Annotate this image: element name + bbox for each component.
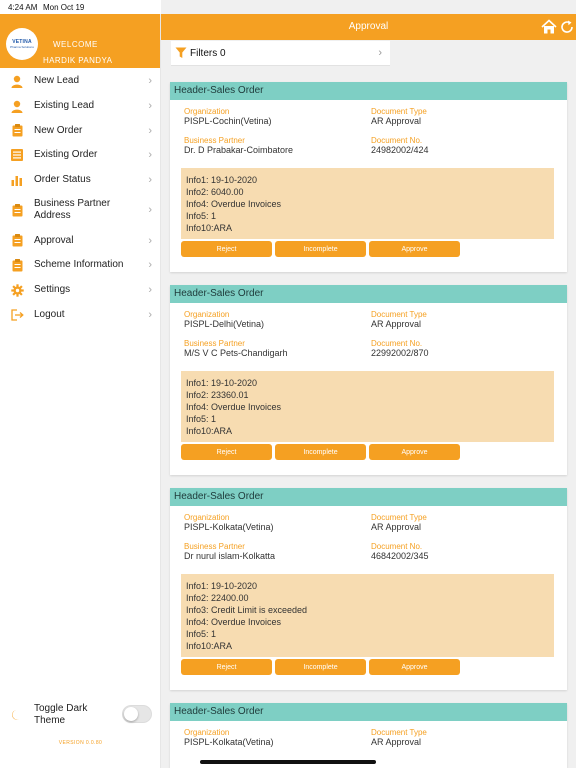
moon-icon bbox=[10, 708, 24, 722]
sidebar-item-label: Existing Lead bbox=[34, 100, 95, 112]
chevron-right-icon: › bbox=[148, 204, 152, 217]
field-label: Document No. bbox=[371, 136, 423, 145]
field-label: Document No. bbox=[371, 542, 423, 551]
sidebar-item-label: Settings bbox=[34, 284, 71, 296]
organization-value: PISPL-Kolkata(Vetina) bbox=[184, 522, 274, 532]
list-icon bbox=[10, 148, 24, 162]
dark-theme-label: Toggle Dark Theme bbox=[34, 703, 88, 726]
chevron-right-icon: › bbox=[148, 100, 152, 113]
document-no-field bbox=[371, 129, 559, 158]
document-no-value: 24982002/424 bbox=[371, 145, 429, 155]
chevron-right-icon: › bbox=[148, 234, 152, 247]
info-line: Info10:ARA bbox=[186, 426, 233, 436]
field-label: Document Type bbox=[371, 310, 427, 319]
page-title: Approval bbox=[348, 21, 389, 32]
filter-icon bbox=[175, 47, 187, 59]
home-indicator bbox=[200, 760, 376, 764]
field-label: Organization bbox=[184, 310, 230, 319]
info-line: Info10:ARA bbox=[186, 641, 233, 651]
info-line: Info1: 19-10-2020 bbox=[186, 175, 258, 185]
reject-button[interactable]: Reject bbox=[181, 659, 272, 675]
dark-theme-row bbox=[0, 700, 161, 730]
card-actions bbox=[181, 659, 559, 675]
organization-value: PISPL-Cochin(Vetina) bbox=[184, 116, 272, 126]
logo-text: VETINA bbox=[12, 39, 32, 45]
organization-field bbox=[184, 100, 371, 129]
info-line: Info4: Overdue Invoices bbox=[186, 617, 282, 627]
info-line: Info5: 1 bbox=[186, 629, 217, 639]
field-label: Document Type bbox=[371, 513, 427, 522]
organization-field bbox=[184, 721, 371, 750]
field-label: Organization bbox=[184, 513, 230, 522]
card-header: Header-Sales Order bbox=[170, 82, 567, 100]
card-header: Header-Sales Order bbox=[170, 285, 567, 303]
card-body bbox=[170, 506, 567, 675]
card-body bbox=[170, 100, 567, 257]
filters-row[interactable] bbox=[171, 41, 390, 66]
clipboard-icon bbox=[10, 124, 24, 138]
document-type-value: AR Approval bbox=[371, 522, 422, 532]
chevron-right-icon: › bbox=[148, 284, 152, 297]
business-partner-field bbox=[184, 129, 371, 158]
approval-card bbox=[170, 285, 567, 475]
sidebar-item-order-status[interactable] bbox=[0, 168, 160, 193]
field-label: Document Type bbox=[371, 728, 427, 737]
card-actions bbox=[181, 241, 559, 257]
field-label: Document Type bbox=[371, 107, 427, 116]
document-no-value: 22992002/870 bbox=[371, 348, 429, 358]
reject-button[interactable]: Reject bbox=[181, 241, 272, 257]
info-line: Info2: 6040.00 bbox=[186, 187, 244, 197]
sidebar-item-logout[interactable] bbox=[0, 303, 160, 328]
approve-button[interactable]: Approve bbox=[369, 659, 460, 675]
sidebar-item-new-order[interactable] bbox=[0, 118, 160, 143]
document-type-field bbox=[371, 506, 559, 535]
chevron-right-icon: › bbox=[378, 47, 382, 59]
sidebar-header bbox=[0, 14, 160, 68]
card-header: Header-Sales Order bbox=[170, 488, 567, 506]
bar-chart-icon bbox=[10, 173, 24, 187]
sidebar-item-scheme-information[interactable] bbox=[0, 253, 160, 278]
document-type-field bbox=[371, 721, 559, 750]
sidebar-item-approval[interactable] bbox=[0, 228, 160, 253]
approve-button[interactable]: Approve bbox=[369, 444, 460, 460]
organization-field bbox=[184, 303, 371, 332]
sidebar-item-label: New Lead bbox=[34, 75, 80, 87]
info-line: Info10:ARA bbox=[186, 223, 233, 233]
field-label: Business Partner bbox=[184, 542, 245, 551]
chevron-right-icon: › bbox=[148, 259, 152, 272]
approval-card bbox=[170, 82, 567, 272]
card-body bbox=[170, 303, 567, 460]
main-panel bbox=[161, 0, 576, 768]
card-fields bbox=[184, 506, 559, 564]
sidebar-item-label: Existing Order bbox=[34, 149, 98, 161]
field-label: Organization bbox=[184, 728, 230, 737]
sidebar-item-label: Order Status bbox=[34, 174, 91, 186]
sidebar-item-label: Approval bbox=[34, 234, 74, 246]
document-no-field bbox=[371, 332, 559, 361]
sidebar-item-settings[interactable] bbox=[0, 278, 160, 303]
sidebar-item-new-lead[interactable] bbox=[0, 69, 160, 94]
chevron-right-icon: › bbox=[148, 149, 152, 162]
clipboard-icon bbox=[10, 258, 24, 272]
info-line: Info1: 19-10-2020 bbox=[186, 581, 258, 591]
toggle-knob bbox=[124, 707, 138, 721]
sidebar-item-label: New Order bbox=[34, 124, 83, 136]
clipboard-icon bbox=[10, 234, 24, 248]
approve-button[interactable]: Approve bbox=[369, 241, 460, 257]
welcome-text: WELCOME bbox=[53, 40, 98, 49]
chevron-right-icon: › bbox=[148, 308, 152, 321]
document-type-field bbox=[371, 100, 559, 129]
info-box bbox=[181, 168, 554, 239]
refresh-icon[interactable] bbox=[559, 19, 575, 35]
sidebar-menu bbox=[0, 69, 160, 327]
approval-card bbox=[170, 703, 567, 768]
incomplete-button[interactable]: Incomplete bbox=[275, 241, 366, 257]
business-partner-field bbox=[184, 535, 371, 564]
incomplete-button[interactable]: Incomplete bbox=[275, 659, 366, 675]
sidebar-item-label: Business Partner Address bbox=[34, 198, 111, 222]
card-body bbox=[170, 721, 567, 750]
info-line: Info2: 23360.01 bbox=[186, 390, 249, 400]
document-type-value: AR Approval bbox=[371, 116, 422, 126]
organization-field bbox=[184, 506, 371, 535]
reject-button[interactable]: Reject bbox=[181, 444, 272, 460]
app-version: VERSION 0.0.80 bbox=[58, 740, 103, 746]
info-line: Info1: 19-10-2020 bbox=[186, 378, 258, 388]
info-line: Info5: 1 bbox=[186, 211, 217, 221]
card-fields bbox=[184, 303, 559, 361]
filters-label: Filters 0 bbox=[190, 47, 226, 59]
field-label: Organization bbox=[184, 107, 230, 116]
approval-card bbox=[170, 488, 567, 690]
card-actions bbox=[181, 444, 559, 460]
sidebar-item-existing-order[interactable] bbox=[0, 143, 160, 168]
dark-theme-toggle[interactable] bbox=[122, 705, 152, 723]
company-logo bbox=[6, 28, 38, 60]
sidebar-item-existing-lead[interactable] bbox=[0, 94, 160, 119]
person-icon bbox=[10, 99, 24, 113]
card-fields bbox=[184, 100, 559, 158]
business-partner-value: Dr nurul islam-Kolkatta bbox=[184, 551, 276, 561]
info-box bbox=[181, 574, 554, 657]
sidebar-item-label: Logout bbox=[34, 308, 65, 320]
chevron-right-icon: › bbox=[148, 124, 152, 137]
person-icon bbox=[10, 74, 24, 88]
organization-value: PISPL-Delhi(Vetina) bbox=[184, 319, 265, 329]
logout-icon bbox=[10, 308, 24, 322]
info-line: Info2: 22400.00 bbox=[186, 593, 249, 603]
clipboard-icon bbox=[10, 203, 24, 217]
business-partner-field bbox=[184, 332, 371, 361]
logo-subtext: Pharma Solutions bbox=[10, 45, 34, 49]
info-line: Info3: Credit Limit is exceeded bbox=[186, 605, 308, 615]
navbar bbox=[161, 14, 576, 40]
chevron-right-icon: › bbox=[148, 75, 152, 88]
info-line: Info5: 1 bbox=[186, 414, 217, 424]
status-time: 4:24 AM bbox=[8, 3, 38, 12]
home-icon[interactable] bbox=[541, 19, 557, 35]
status-date: Mon Oct 19 bbox=[43, 3, 85, 12]
info-line: Info4: Overdue Invoices bbox=[186, 199, 282, 209]
card-header: Header-Sales Order bbox=[170, 703, 567, 721]
document-no-value: 46842002/345 bbox=[371, 551, 429, 561]
business-partner-value: Dr. D Prabakar-Coimbatore bbox=[184, 145, 294, 155]
sidebar-item-business-partner-address[interactable] bbox=[0, 192, 160, 228]
info-box bbox=[181, 371, 554, 442]
incomplete-button[interactable]: Incomplete bbox=[275, 444, 366, 460]
document-no-field bbox=[371, 535, 559, 564]
info-line: Info4: Overdue Invoices bbox=[186, 402, 282, 412]
document-type-field bbox=[371, 303, 559, 332]
field-label: Document No. bbox=[371, 339, 423, 348]
sidebar-item-label: Scheme Information bbox=[34, 259, 124, 271]
chevron-right-icon: › bbox=[148, 174, 152, 187]
document-type-value: AR Approval bbox=[371, 737, 422, 747]
user-name: HARDIK PANDYA bbox=[43, 56, 113, 65]
sidebar bbox=[0, 14, 161, 768]
business-partner-value: M/S V C Pets-Chandigarh bbox=[184, 348, 288, 358]
card-fields bbox=[184, 721, 559, 750]
field-label: Business Partner bbox=[184, 136, 245, 145]
field-label: Business Partner bbox=[184, 339, 245, 348]
document-type-value: AR Approval bbox=[371, 319, 422, 329]
gear-icon bbox=[10, 283, 24, 297]
organization-value: PISPL-Kolkata(Vetina) bbox=[184, 737, 274, 747]
